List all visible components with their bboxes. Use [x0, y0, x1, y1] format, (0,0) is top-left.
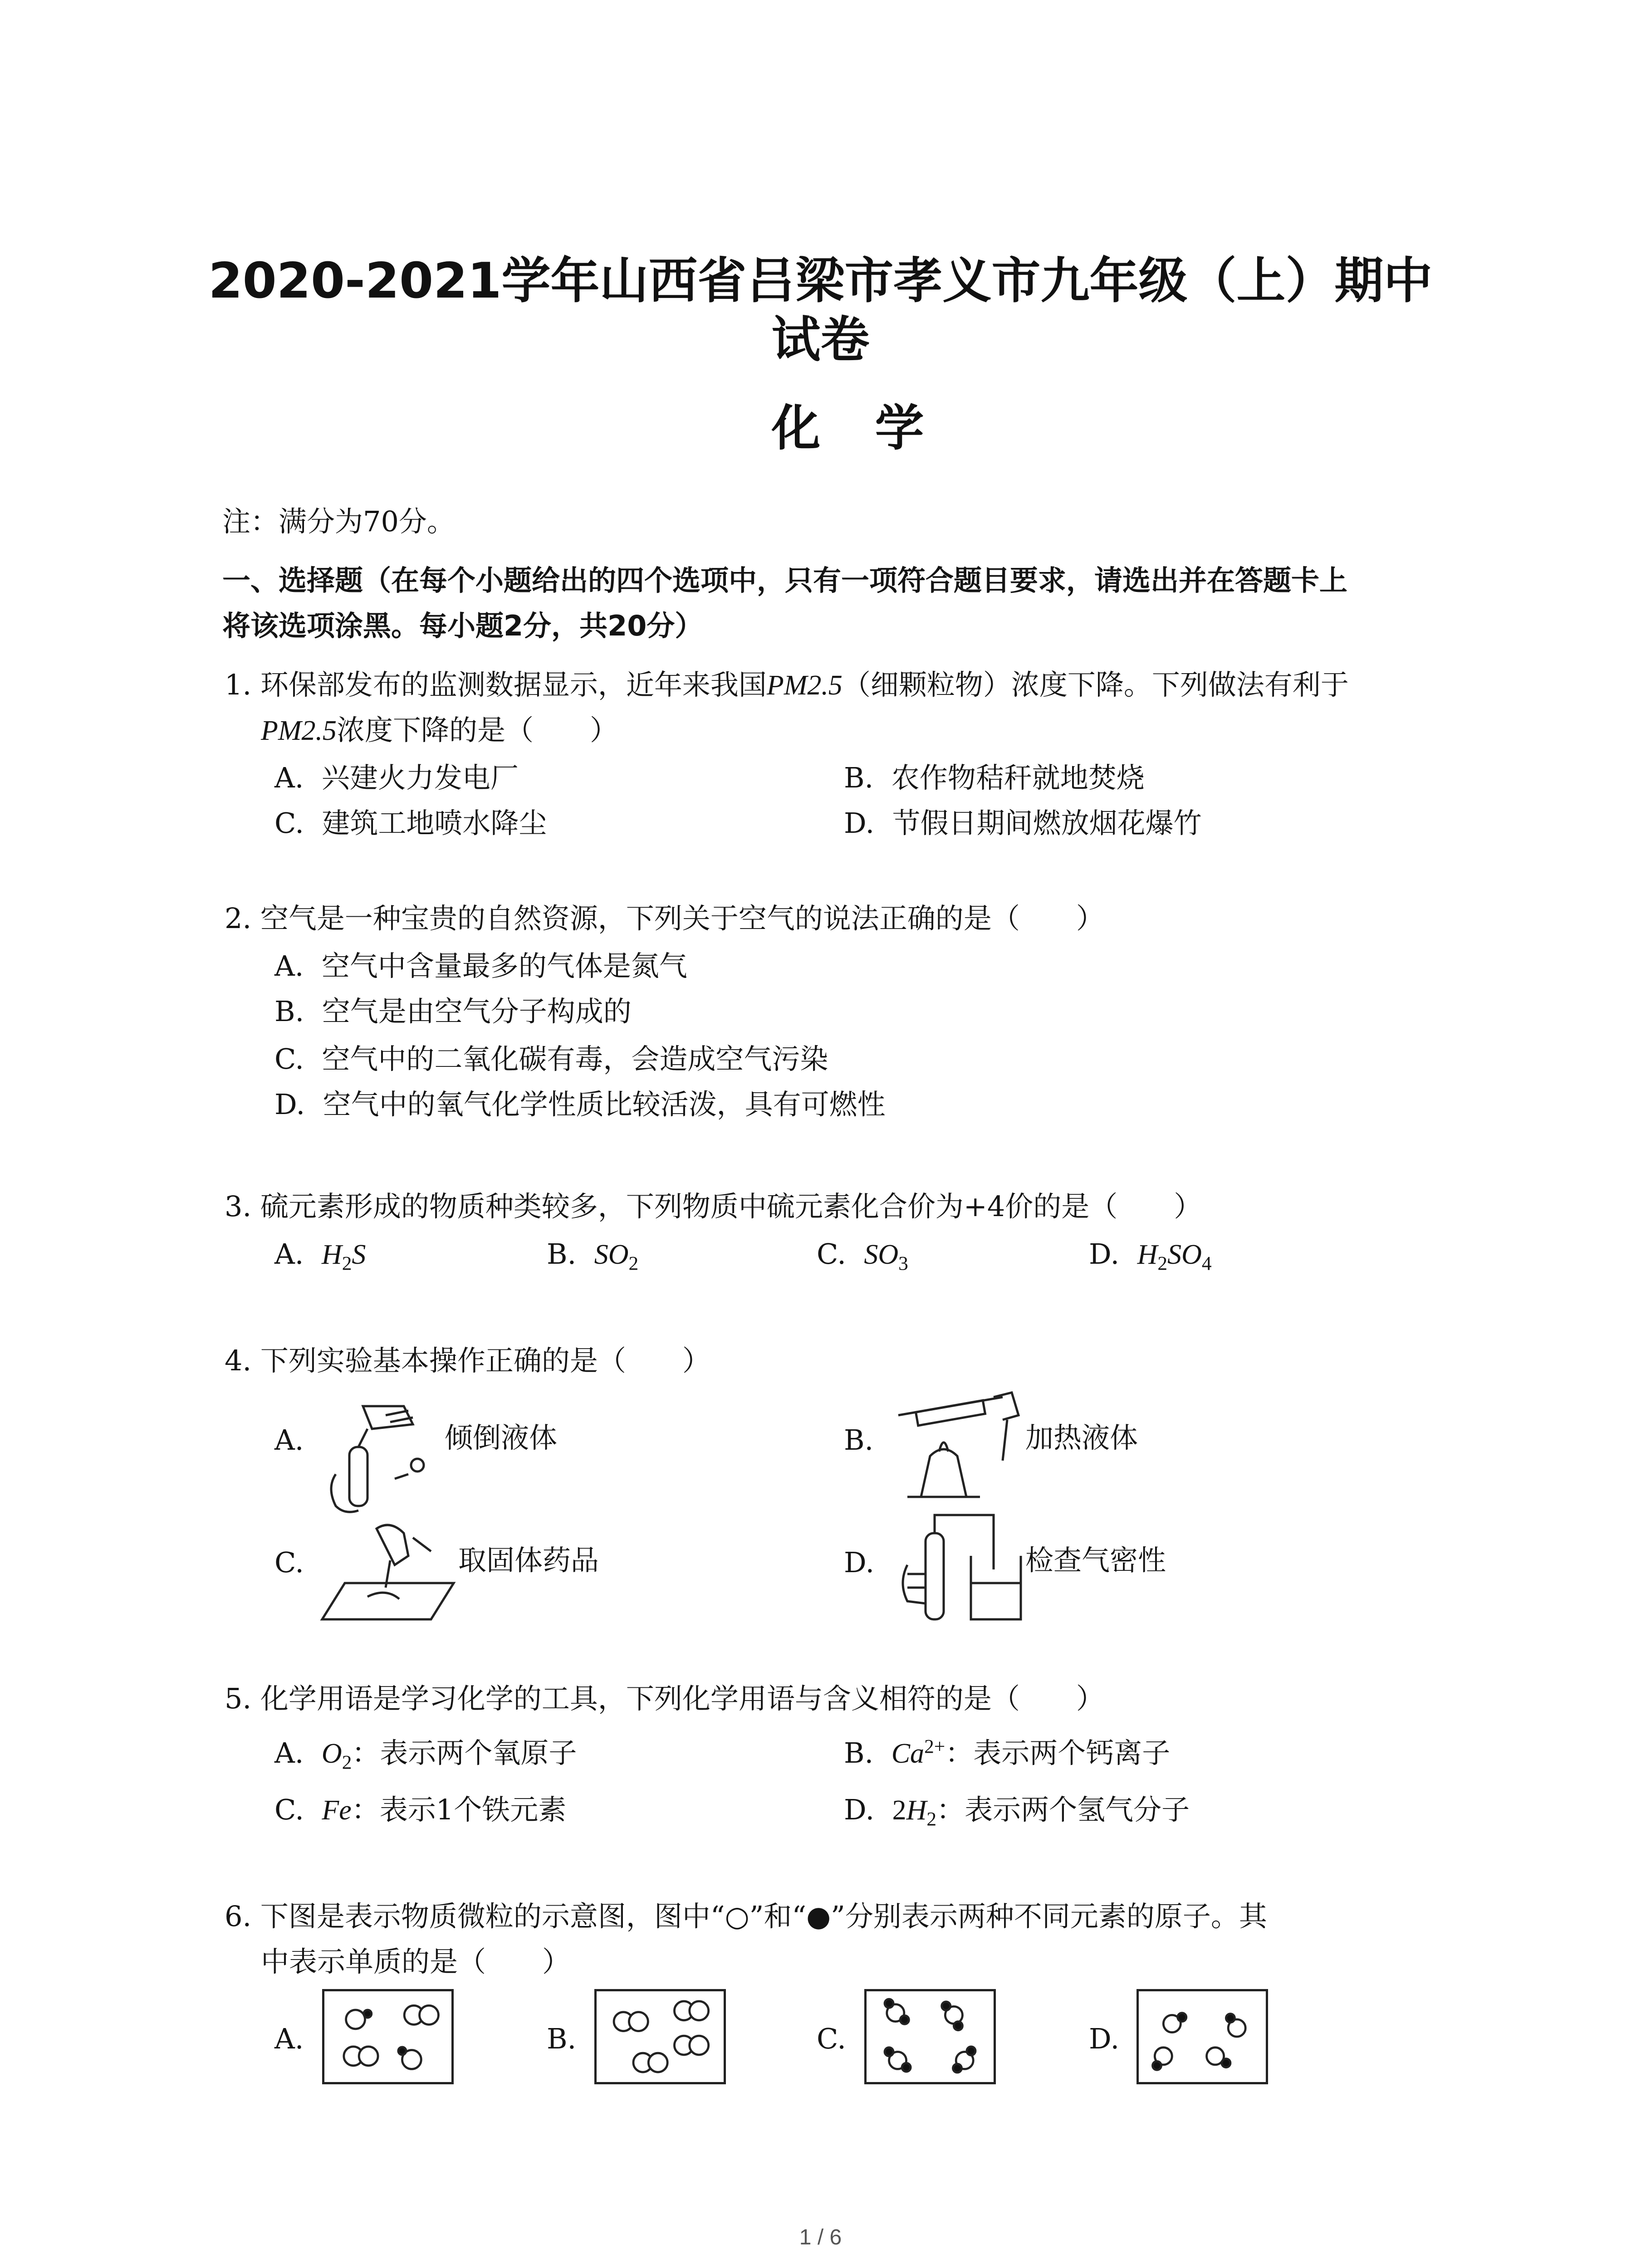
question-number: 6. — [225, 1900, 252, 1933]
pm25-term: PM2.5 — [261, 715, 337, 746]
section-heading: 一、选择题（在每个小题给出的四个选项中，只有一项符合题目要求，请选出并在答题卡上 — [222, 564, 1348, 597]
question-2-stem: 2. 空气是一种宝贵的自然资源，下列关于空气的说法正确的是（ ） — [225, 902, 1104, 935]
option-d-label[interactable]: D. — [844, 1546, 875, 1579]
option-c-text[interactable]: 取固体药品 — [458, 1544, 599, 1577]
option-d-particle-diagram[interactable] — [1136, 1989, 1268, 2084]
option-b[interactable]: B. 空气是由空气分子构成的 — [274, 995, 632, 1028]
option-a[interactable]: A. $O_2$：表示两个氧原子 — [274, 1736, 577, 1774]
option-a[interactable]: A. 兴建火力发电厂 — [274, 761, 519, 794]
page-number: 1 / 6 — [799, 2225, 842, 2249]
page-title: 2020-2021学年山西省吕梁市孝义市九年级（上）期中 — [208, 253, 1433, 309]
option-c[interactable]: C. $SO_3$ — [817, 1237, 908, 1275]
option-b-text[interactable]: 加热液体 — [1025, 1421, 1138, 1454]
option-b[interactable]: B. $SO_2$ — [547, 1237, 639, 1275]
question-5-stem: 5. 化学用语是学习化学的工具，下列化学用语与含义相符的是（ ） — [225, 1682, 1104, 1715]
option-c-label[interactable]: C. — [817, 2022, 846, 2055]
question-number: 3. — [225, 1190, 252, 1223]
option-b[interactable]: B. $Ca^{2+}$：表示两个钙离子 — [844, 1735, 1171, 1769]
question-number: 4. — [225, 1344, 252, 1377]
taking-solid-illustration — [318, 1515, 458, 1624]
airtightness-check-illustration — [889, 1506, 1030, 1628]
option-b[interactable]: B. 农作物秸秆就地焚烧 — [844, 761, 1145, 794]
question-1-stem-continued: PM2.5浓度下降的是（ ） — [261, 714, 618, 747]
option-a[interactable]: A. $H_2S$ — [274, 1237, 366, 1275]
subject-title: 化学 — [771, 400, 979, 457]
question-3-stem: 3. 硫元素形成的物质种类较多，下列物质中硫元素化合价为+4价的是（ ） — [225, 1190, 1202, 1223]
option-b-particle-diagram[interactable] — [594, 1989, 726, 2084]
score-note: 注：满分为70分。 — [222, 505, 455, 538]
option-d[interactable]: D. $2H_2$：表示两个氢气分子 — [844, 1793, 1190, 1830]
option-c-particle-diagram[interactable] — [864, 1989, 996, 2084]
option-c[interactable]: C. 空气中的二氧化碳有毒，会造成空气污染 — [274, 1042, 828, 1075]
option-a-text[interactable]: 倾倒液体 — [445, 1421, 558, 1454]
option-d-text[interactable]: 检查气密性 — [1025, 1544, 1166, 1577]
pouring-liquid-illustration — [318, 1397, 449, 1520]
heating-liquid-illustration — [889, 1388, 1025, 1515]
question-number: 2. — [225, 902, 252, 935]
option-c[interactable]: C. Fe：表示1个铁元素 — [274, 1793, 567, 1826]
option-d[interactable]: D. 空气中的氧气化学性质比较活泼，具有可燃性 — [274, 1088, 886, 1121]
option-a-particle-diagram[interactable] — [322, 1989, 454, 2084]
option-a-label[interactable]: A. — [274, 2022, 304, 2055]
option-c-label[interactable]: C. — [274, 1546, 304, 1579]
page-title-continued: 试卷 — [771, 312, 870, 368]
question-number: 1. — [225, 668, 252, 701]
question-6-stem-continued: 中表示单质的是（ ） — [261, 1945, 571, 1978]
option-d-label[interactable]: D. — [1089, 2022, 1120, 2055]
question-1-stem: 1. 环保部发布的监测数据显示，近年来我国PM2.5（细颗粒物）浓度下降。下列做法有利于 — [225, 668, 1349, 701]
option-b-label[interactable]: B. — [844, 1423, 874, 1457]
question-number: 5. — [225, 1682, 252, 1715]
option-b-label[interactable]: B. — [547, 2022, 577, 2055]
question-6-stem: 6. 下图是表示物质微粒的示意图，图中“○”和“●”分别表示两种不同元素的原子。其 — [225, 1900, 1267, 1933]
option-d[interactable]: D. 节假日期间燃放烟花爆竹 — [844, 807, 1202, 840]
pm25-term: PM2.5 — [766, 670, 843, 701]
section-heading-continued: 将该选项涂黑。每小题2分，共20分） — [222, 609, 703, 642]
option-c[interactable]: C. 建筑工地喷水降尘 — [274, 807, 547, 840]
option-a-label[interactable]: A. — [274, 1423, 304, 1457]
option-a[interactable]: A. 空气中含量最多的气体是氮气 — [274, 949, 687, 982]
question-4-stem: 4. 下列实验基本操作正确的是（ ） — [225, 1344, 710, 1377]
option-d[interactable]: D. $H_2SO_4$ — [1089, 1237, 1212, 1275]
